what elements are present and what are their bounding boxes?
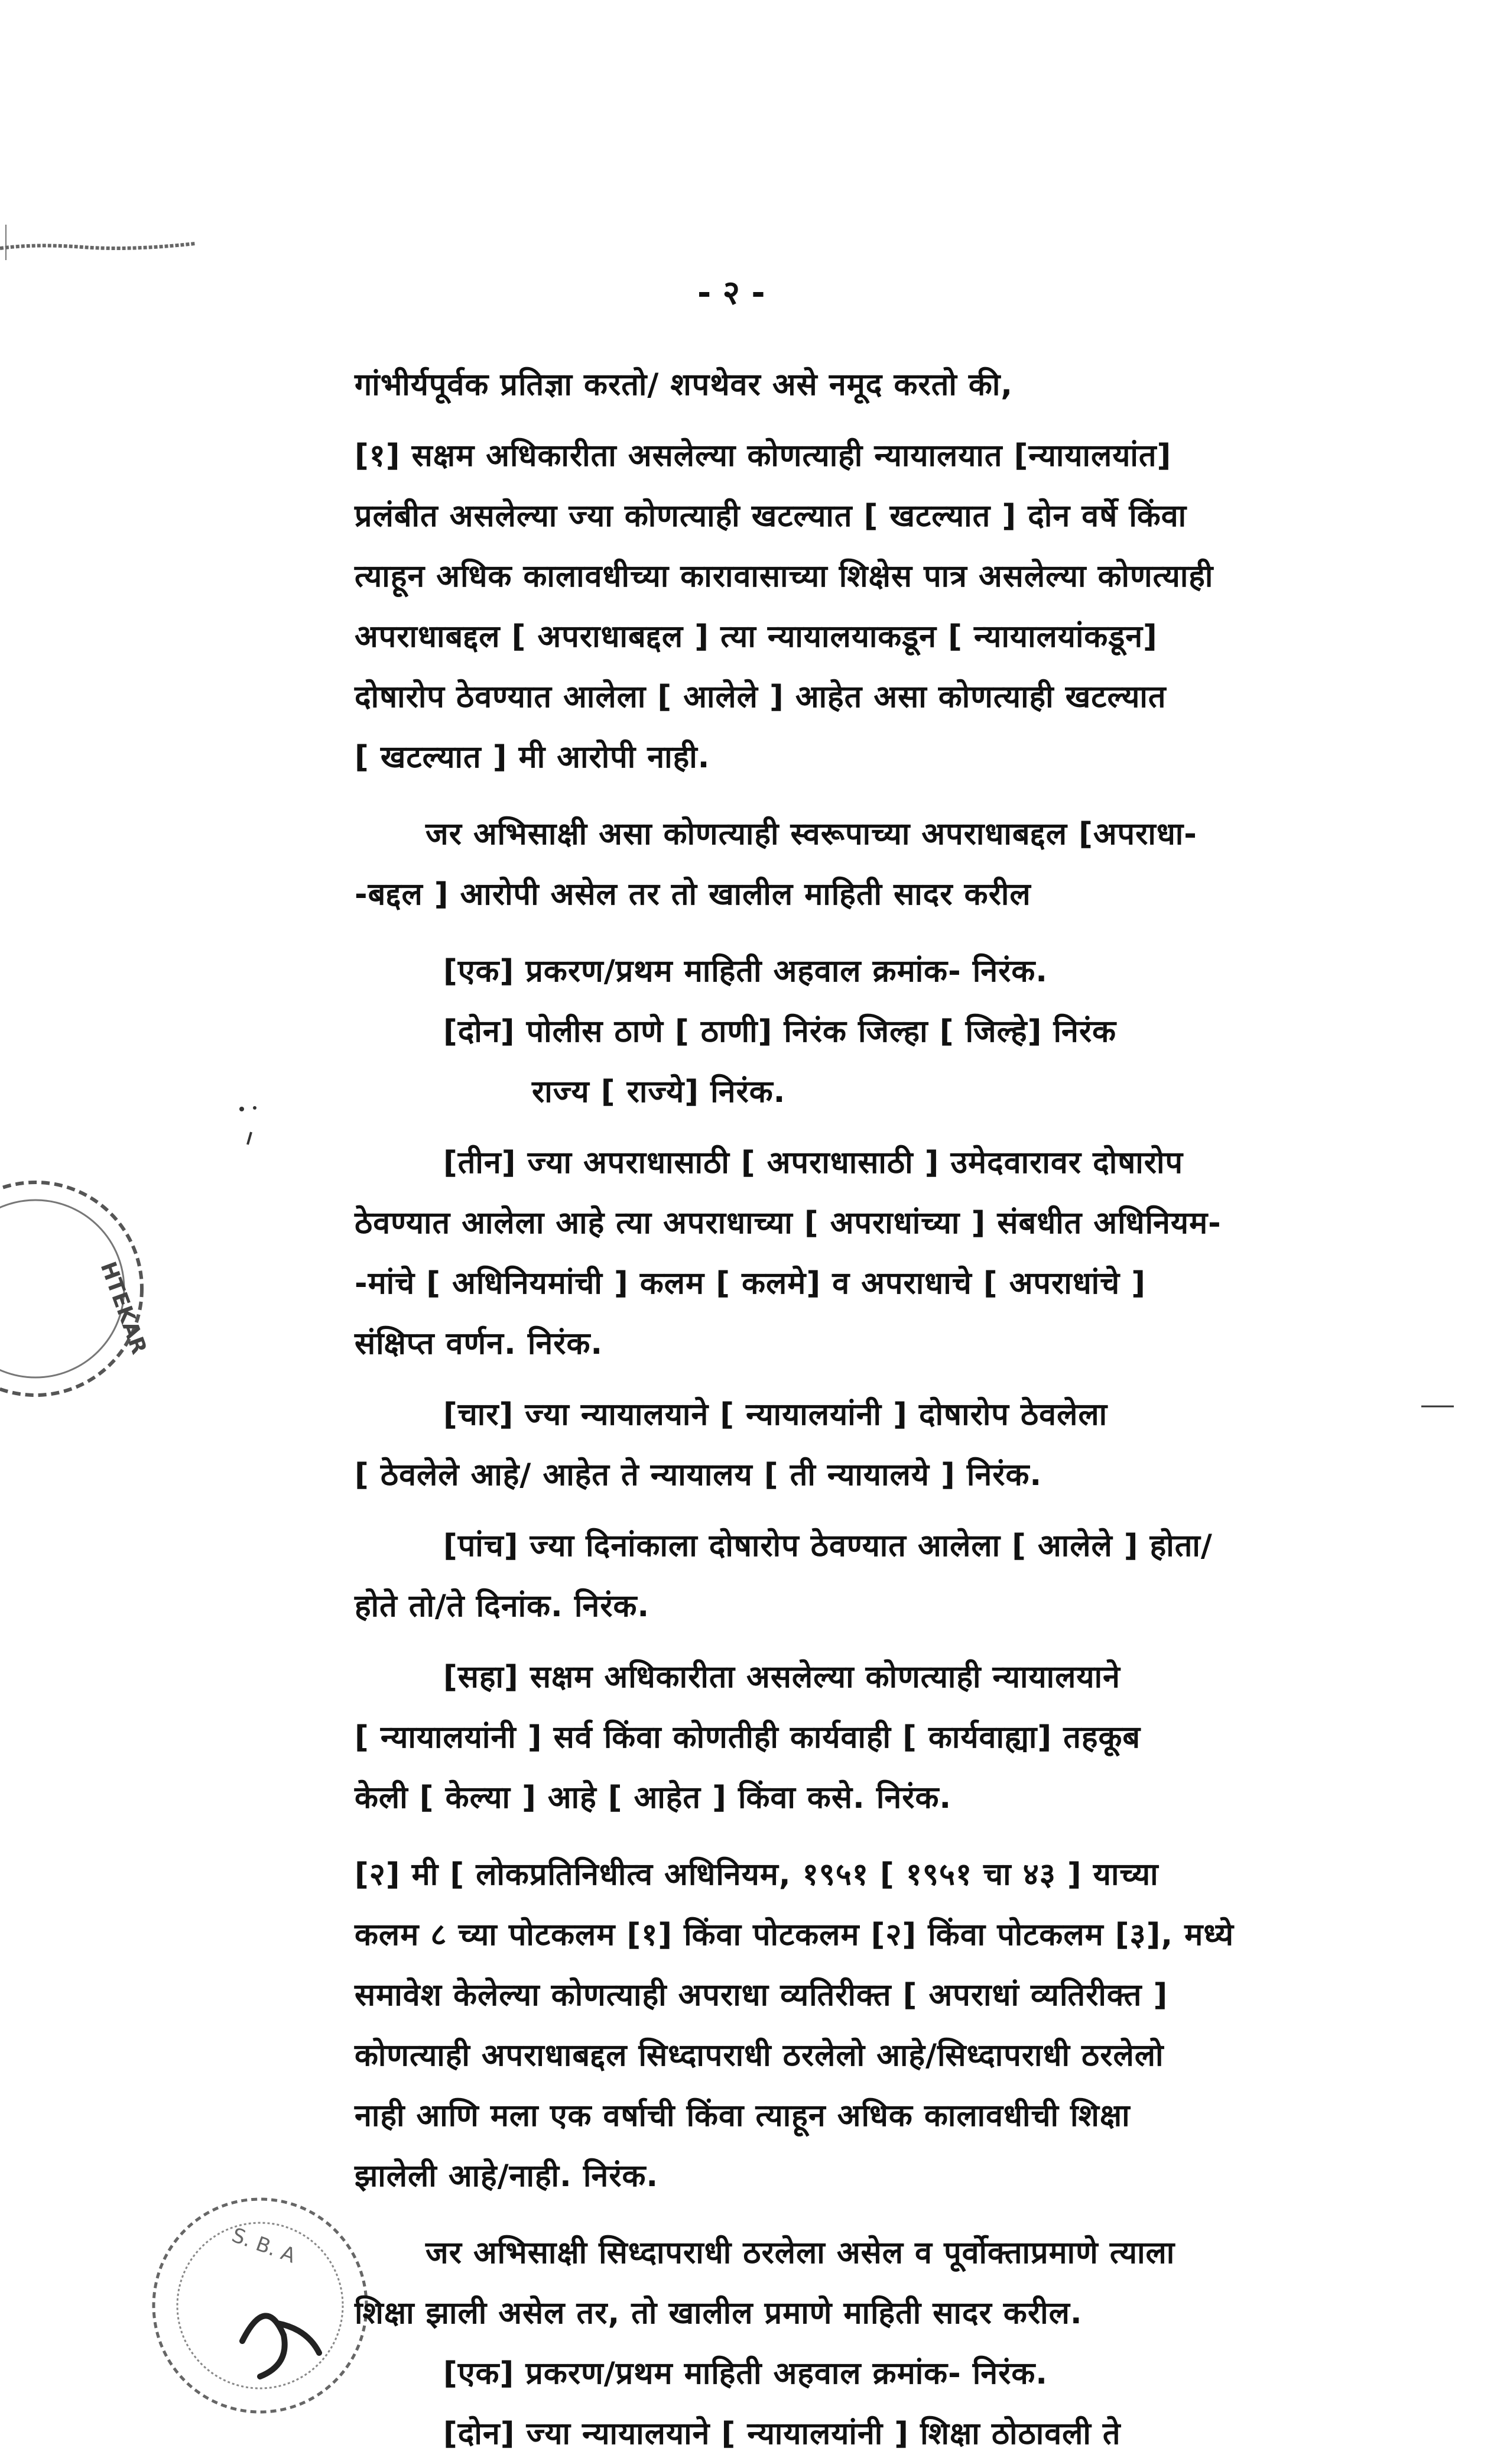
- text-line: राज्य [ राज्ये] निरंक.: [532, 1074, 786, 1110]
- text-line: [एक] प्रकरण/प्रथम माहिती अहवाल क्रमांक- निरंक.: [443, 954, 1048, 989]
- line-gap: [355, 1505, 1407, 1516]
- line-gap: [355, 787, 1407, 804]
- text-line: दोषारोप ठेवण्यात आलेला [ आलेले ] आहेत असा कोणत्याही खटल्यात: [355, 679, 1167, 715]
- declaration-body: [355, 355, 1407, 2464]
- text-line: [एक] प्रकरण/प्रथम माहिती अहवाल क्रमांक- निरंक.: [443, 2356, 1048, 2391]
- stray-mark: [233, 1100, 263, 1147]
- text-line: नाही आणि मला एक वर्षाची किंवा त्याहून अधिक कालावधीची शिक्षा: [355, 2098, 1131, 2134]
- text-line: होते तो/ते दिनांक. निरंक.: [355, 1588, 650, 1624]
- text-line: गांभीर्यपूर्वक प्रतिज्ञा करतो/ शपथेवर असे नमूद करतो की,: [355, 367, 1014, 403]
- text-line: [ खटल्यात ] मी आरोपी नाही.: [355, 740, 710, 775]
- text-line: झालेली आहे/नाही. निरंक.: [355, 2158, 659, 2194]
- text-line: कोणत्याही अपराधाबद्दल सिध्दापराधी ठरलेलो आहे/सिध्दापराधी ठरलेलो: [355, 2038, 1164, 2073]
- text-line: शिक्षा झाली असेल तर, तो खालील प्रमाणे माहिती सादर करील.: [355, 2296, 1083, 2331]
- line-gap: [355, 2206, 1407, 2223]
- text-line: अपराधाबद्दल [ अपराधाबद्दल ] त्या न्यायालयाकडून [ न्यायालयांकडून]: [355, 619, 1158, 654]
- text-line: संक्षिप्त वर्णन. निरंक.: [355, 1326, 603, 1361]
- text-line: [चार] ज्या न्यायालयाने [ न्यायालयांनी ] दोषारोप ठेवलेला: [443, 1397, 1108, 1432]
- text-line: जर अभिसाक्षी असा कोणत्याही स्वरूपाच्या अपराधाबद्दल [अपराधा-: [426, 816, 1197, 852]
- line-gap: [355, 1122, 1407, 1133]
- margin-mark: [1421, 1404, 1454, 1409]
- scan-mark: [0, 213, 195, 278]
- left-seal-icon: [0, 1171, 177, 1407]
- bottom-seal-text: S. B. A: [228, 2223, 299, 2268]
- text-line: [१] सक्षम अधिकारीता असलेल्या कोणत्याही न्यायालयात [न्यायालयांत]: [355, 438, 1172, 474]
- text-line: ठेवण्यात आलेला आहे त्या अपराधाच्या [ अपराधांच्या ] संबधीत अधिनियम-: [355, 1205, 1222, 1241]
- text-line: [दोन] ज्या न्यायालयाने [ न्यायालयांनी ] शिक्षा ठोठावली ते: [443, 2416, 1121, 2452]
- text-line: [२] मी [ लोकप्रतिनिधीत्व अधिनियम, १९५१ [ १९५१ चा ४३ ] याच्या: [355, 1857, 1159, 1892]
- text-line: [दोन] पोलीस ठाणे [ ठाणी] निरंक जिल्हा [ जिल्हे] निरंक: [443, 1014, 1117, 1049]
- text-line: त्याहून अधिक कालावधीच्या कारावासाच्या शिक्षेस पात्र असलेल्या कोणत्याही: [355, 559, 1214, 594]
- line-gap: [355, 415, 1407, 426]
- text-line: [ न्यायालयांनी ] सर्व किंवा कोणतीही कार्यवाही [ कार्यवाह्या] तहकूब: [355, 1720, 1141, 1755]
- text-line: [ ठेवलेले आहे/ आहेत ते न्यायालय [ ती न्यायालये ] निरंक.: [355, 1457, 1042, 1493]
- text-line: जर अभिसाक्षी सिध्दापराधी ठरलेला असेल व पूर्वोक्ताप्रमाणे त्याला: [426, 2235, 1175, 2271]
- text-line: [पांच] ज्या दिनांकाला दोषारोप ठेवण्यात आलेला [ आलेले ] होता/: [443, 1528, 1213, 1564]
- text-line: [तीन] ज्या अपराधासाठी [ अपराधासाठी ] उमेदवारावर दोषारोप: [443, 1145, 1183, 1181]
- page-number: - २ -: [697, 274, 765, 312]
- text-line: समावेश केलेल्या कोणत्याही अपराधा व्यतिरीक्त [ अपराधां व्यतिरीक्त ]: [355, 1977, 1168, 2013]
- text-line: केली [ केल्या ] आहे [ आहेत ] किंवा कसे. निरंक.: [355, 1780, 952, 1815]
- text-line: -मांचे [ अधिनियमांची ] कलम [ कलमे] व अपराधाचे [ अपराधांचे ]: [355, 1266, 1147, 1301]
- line-gap: [355, 1374, 1407, 1385]
- text-line: [सहा] सक्षम अधिकारीता असलेल्या कोणत्याही न्यायालयाने: [443, 1659, 1120, 1695]
- text-line: प्रलंबीत असलेल्या ज्या कोणत्याही खटल्यात [ खटल्यात ] दोन वर्षे किंवा: [355, 498, 1187, 534]
- line-gap: [355, 925, 1407, 941]
- line-gap: [355, 1636, 1407, 1647]
- left-seal-text: HTEKAR: [95, 1259, 151, 1358]
- text-line: -बद्दल ] आरोपी असेल तर तो खालील माहिती सादर करील: [355, 877, 1031, 912]
- text-line: कलम ८ च्या पोटकलम [१] किंवा पोटकलम [२] किंवा पोटकलम [३], मध्ये: [355, 1917, 1235, 1953]
- line-gap: [355, 1828, 1407, 1844]
